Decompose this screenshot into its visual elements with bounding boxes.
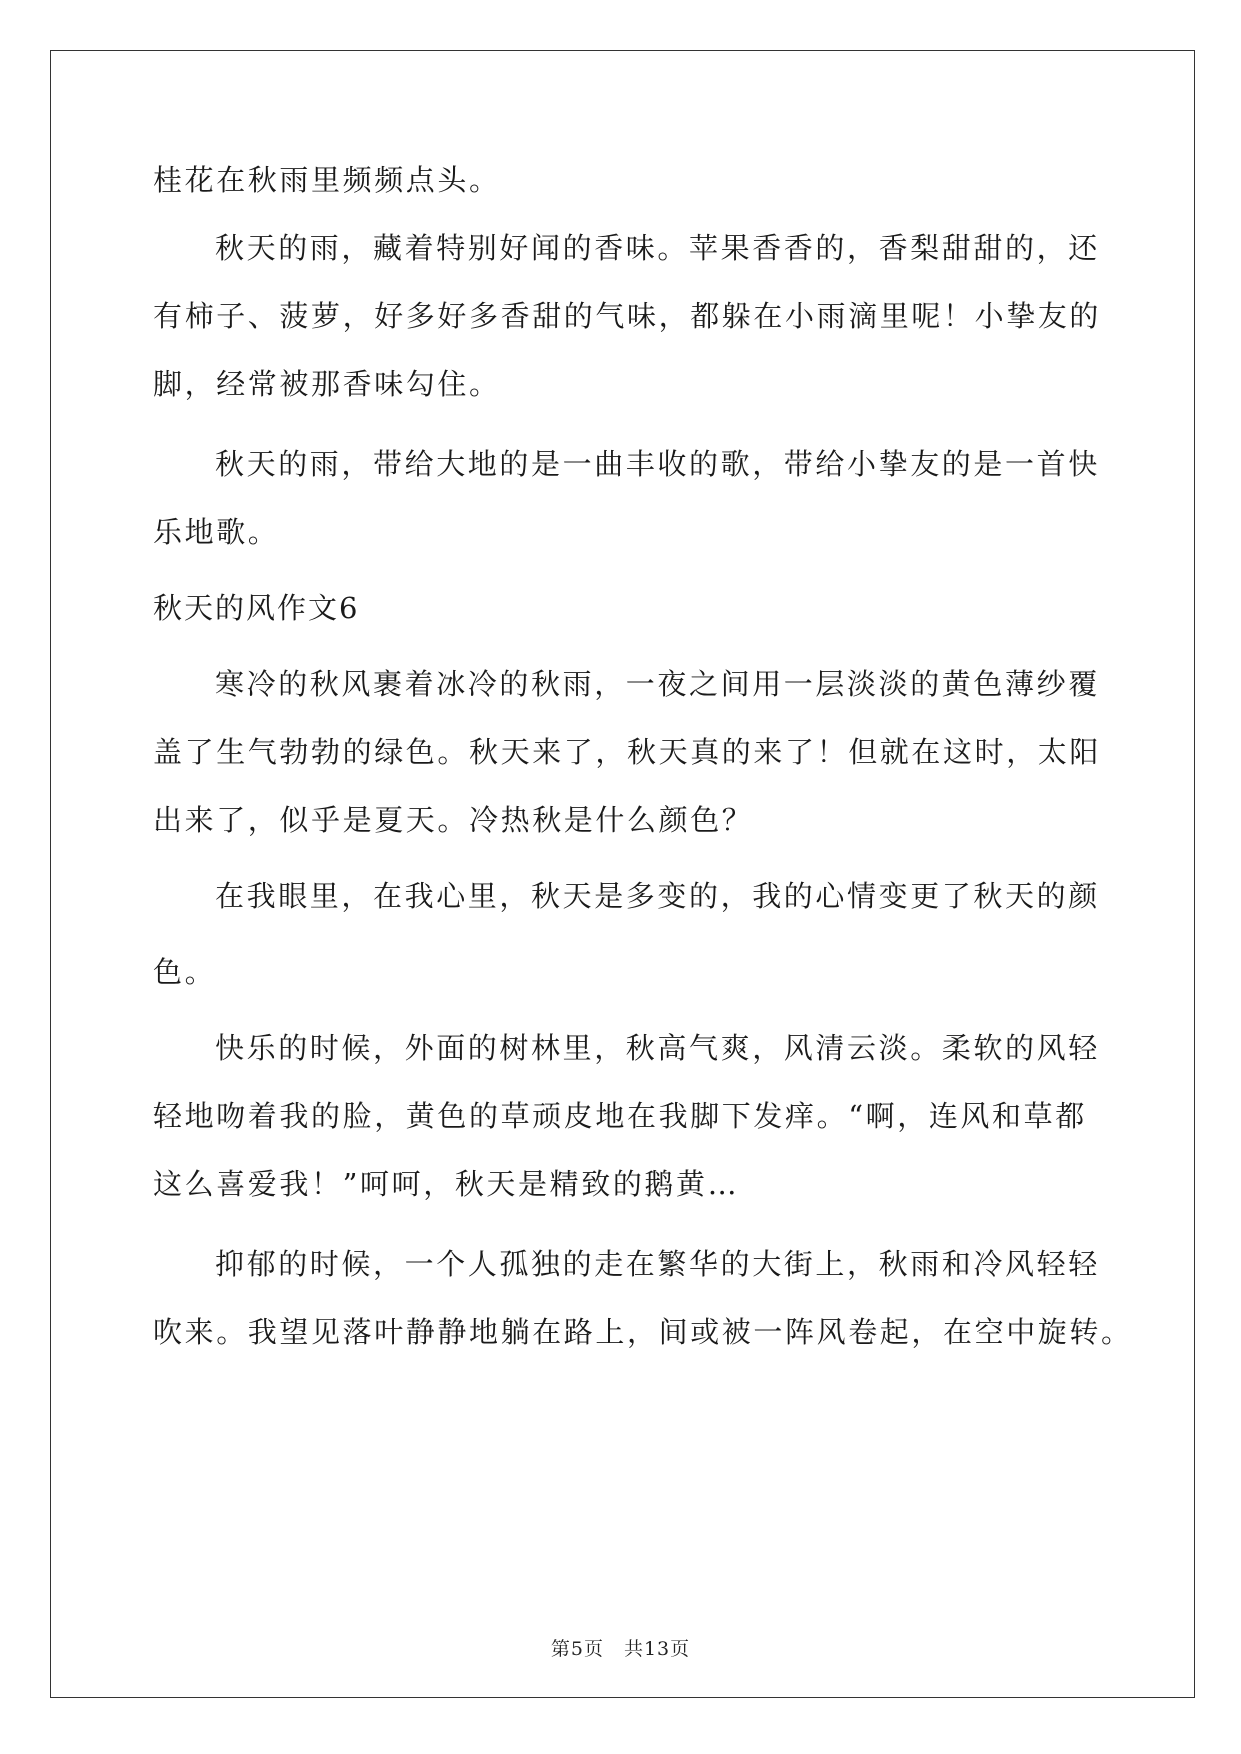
text-line: 秋天的雨，带给大地的是一曲丰收的歌，带给小挚友的是一首快 <box>215 447 1100 481</box>
text-line: 轻地吻着我的脸，黄色的草顽皮地在我脚下发痒。“啊，连风和草都 <box>153 1099 1087 1133</box>
text-line: 色。 <box>153 955 217 989</box>
section-heading: 秋天的风作文6 <box>153 591 360 625</box>
text-line: 寒冷的秋风裹着冰冷的秋雨，一夜之间用一层淡淡的黄色薄纱覆 <box>215 667 1100 701</box>
text-line: 秋天的雨，藏着特别好闻的香味。苹果香香的，香梨甜甜的，还 <box>215 231 1100 265</box>
text-line: 出来了，似乎是夏天。冷热秋是什么颜色？ <box>153 803 754 837</box>
text-line: 有柿子、菠萝，好多好多香甜的气味，都躲在小雨滴里呢！小挚友的 <box>153 299 1102 333</box>
text-line: 乐地歌。 <box>153 515 280 549</box>
text-line: 脚，经常被那香味勾住。 <box>153 367 501 401</box>
text-line: 盖了生气勃勃的绿色。秋天来了，秋天真的来了！但就在这时，太阳 <box>153 735 1102 769</box>
text-line: 吹来。我望见落叶静静地躺在路上，间或被一阵风卷起，在空中旋转。 <box>153 1315 1133 1349</box>
text-line: 快乐的时候，外面的树林里，秋高气爽，风清云淡。柔软的风轻 <box>215 1031 1100 1065</box>
text-line: 抑郁的时候，一个人孤独的走在繁华的大街上，秋雨和冷风轻轻 <box>215 1247 1100 1281</box>
text-line: 这么喜爱我！”呵呵，秋天是精致的鹅黄… <box>153 1167 740 1201</box>
text-line: 在我眼里，在我心里，秋天是多变的，我的心情变更了秋天的颜 <box>215 879 1100 913</box>
text-line: 桂花在秋雨里频频点头。 <box>153 163 501 197</box>
page-number: 第5页 共13页 <box>550 1638 691 1660</box>
